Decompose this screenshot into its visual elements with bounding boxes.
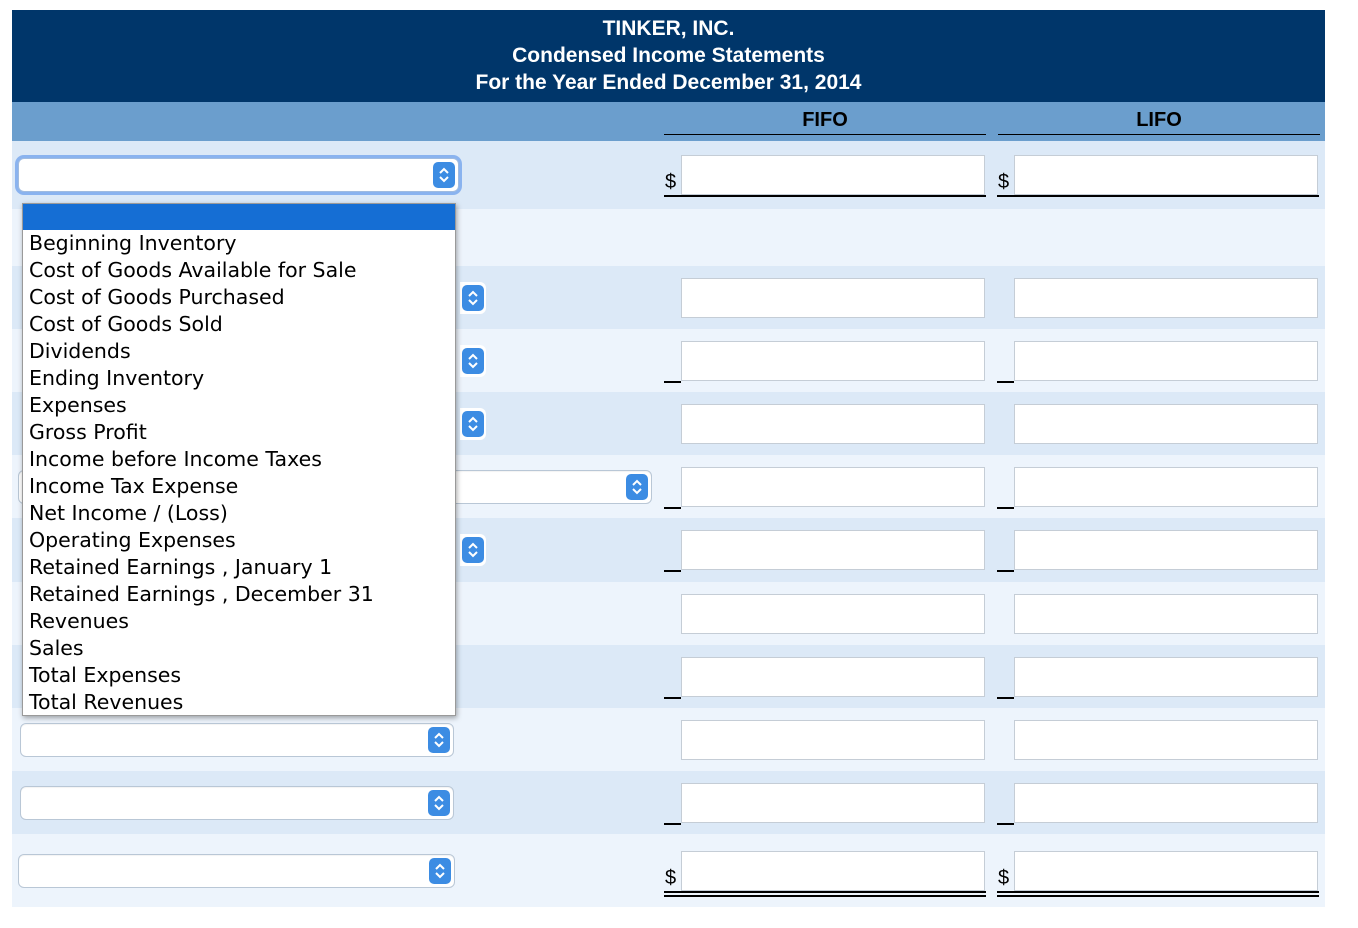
statement-title: Condensed Income Statements bbox=[512, 44, 825, 67]
lifo-amount-input[interactable] bbox=[1014, 278, 1318, 318]
chevron-updown-icon bbox=[429, 858, 451, 884]
total-underline bbox=[997, 195, 1319, 197]
dropdown-option[interactable]: Ending Inventory bbox=[29, 366, 205, 390]
dropdown-option[interactable]: Total Expenses bbox=[29, 663, 182, 687]
subtotal-underline bbox=[997, 697, 1014, 699]
fifo-amount-input[interactable] bbox=[681, 783, 985, 823]
subtotal-underline bbox=[664, 381, 681, 383]
chevron-updown-icon bbox=[626, 474, 648, 500]
chevron-updown-icon bbox=[462, 348, 484, 374]
dropdown-option[interactable]: Total Revenues bbox=[29, 690, 184, 714]
subtotal-underline bbox=[664, 507, 681, 509]
dropdown-option[interactable]: Cost of Goods Sold bbox=[29, 312, 223, 336]
statement-period: For the Year Ended December 31, 2014 bbox=[475, 71, 862, 94]
dropdown-option[interactable]: Retained Earnings , December 31 bbox=[29, 582, 374, 606]
subtotal-underline bbox=[997, 570, 1014, 572]
dropdown-option[interactable]: Gross Profit bbox=[29, 420, 147, 444]
fifo-amount-input[interactable] bbox=[681, 341, 985, 381]
lifo-amount-input[interactable] bbox=[1014, 594, 1318, 634]
fifo-amount-input[interactable] bbox=[681, 404, 985, 444]
statement-row bbox=[12, 834, 1325, 907]
double-underline bbox=[997, 895, 1319, 897]
lifo-amount-input[interactable] bbox=[1014, 530, 1318, 570]
fifo-amount-input[interactable] bbox=[681, 278, 985, 318]
dropdown-option[interactable]: Net Income / (Loss) bbox=[29, 501, 228, 525]
income-statement-form bbox=[12, 10, 1325, 907]
column-header-lifo: LIFO bbox=[998, 109, 1320, 135]
lifo-amount-input[interactable] bbox=[1014, 467, 1318, 507]
dropdown-option[interactable]: Revenues bbox=[29, 609, 129, 633]
statement-row bbox=[12, 771, 1325, 834]
dollar-sign: $ bbox=[998, 867, 1010, 889]
fifo-amount-input[interactable] bbox=[681, 530, 985, 570]
account-dropdown-list[interactable] bbox=[22, 203, 456, 716]
fifo-amount-input[interactable] bbox=[681, 851, 985, 891]
fifo-amount-input[interactable] bbox=[681, 155, 985, 195]
dropdown-option[interactable]: Dividends bbox=[29, 339, 131, 363]
fifo-amount-input[interactable] bbox=[681, 657, 985, 697]
dropdown-option[interactable]: Beginning Inventory bbox=[29, 231, 237, 255]
dropdown-option[interactable]: Expenses bbox=[29, 393, 127, 417]
lifo-amount-input[interactable] bbox=[1014, 851, 1318, 891]
subtotal-underline bbox=[664, 823, 681, 825]
account-select[interactable] bbox=[18, 158, 459, 192]
total-underline bbox=[664, 891, 986, 893]
subtotal-underline bbox=[664, 697, 681, 699]
chevron-updown-icon bbox=[462, 537, 484, 563]
subtotal-underline bbox=[997, 507, 1014, 509]
subtotal-underline bbox=[997, 381, 1014, 383]
lifo-amount-input[interactable] bbox=[1014, 783, 1318, 823]
lifo-amount-input[interactable] bbox=[1014, 404, 1318, 444]
account-select[interactable] bbox=[20, 786, 454, 820]
account-select[interactable] bbox=[20, 723, 454, 757]
dropdown-option[interactable]: Sales bbox=[29, 636, 84, 660]
lifo-amount-input[interactable] bbox=[1014, 155, 1318, 195]
dropdown-option[interactable]: Income Tax Expense bbox=[29, 474, 239, 498]
double-underline bbox=[664, 895, 986, 897]
dropdown-option[interactable]: Cost of Goods Available for Sale bbox=[29, 258, 357, 282]
statement-row bbox=[12, 141, 1325, 209]
dropdown-blank-option-highlighted[interactable] bbox=[23, 204, 455, 230]
subtotal-underline bbox=[664, 570, 681, 572]
dollar-sign: $ bbox=[665, 171, 677, 193]
dropdown-option[interactable]: Operating Expenses bbox=[29, 528, 236, 552]
chevron-updown-icon bbox=[462, 411, 484, 437]
dropdown-option[interactable]: Retained Earnings , January 1 bbox=[29, 555, 333, 579]
chevron-updown-icon bbox=[462, 285, 484, 311]
subtotal-underline bbox=[997, 823, 1014, 825]
chevron-updown-icon bbox=[433, 162, 455, 188]
dropdown-option[interactable]: Cost of Goods Purchased bbox=[29, 285, 285, 309]
dollar-sign: $ bbox=[998, 171, 1010, 193]
company-name: TINKER, INC. bbox=[602, 17, 735, 40]
account-select[interactable] bbox=[460, 408, 486, 440]
column-header-fifo: FIFO bbox=[664, 109, 986, 135]
account-select[interactable] bbox=[460, 282, 486, 314]
statement-row bbox=[12, 708, 1325, 771]
statement-header bbox=[12, 10, 1325, 102]
account-select[interactable] bbox=[460, 345, 486, 377]
dropdown-option[interactable]: Income before Income Taxes bbox=[29, 447, 322, 471]
account-select[interactable] bbox=[460, 534, 486, 566]
dollar-sign: $ bbox=[665, 867, 677, 889]
fifo-amount-input[interactable] bbox=[681, 720, 985, 760]
lifo-amount-input[interactable] bbox=[1014, 720, 1318, 760]
chevron-updown-icon bbox=[428, 790, 450, 816]
fifo-amount-input[interactable] bbox=[681, 467, 985, 507]
total-underline bbox=[997, 891, 1319, 893]
lifo-amount-input[interactable] bbox=[1014, 657, 1318, 697]
lifo-amount-input[interactable] bbox=[1014, 341, 1318, 381]
account-select[interactable] bbox=[18, 854, 455, 888]
total-underline bbox=[664, 195, 986, 197]
chevron-updown-icon bbox=[428, 727, 450, 753]
fifo-amount-input[interactable] bbox=[681, 594, 985, 634]
